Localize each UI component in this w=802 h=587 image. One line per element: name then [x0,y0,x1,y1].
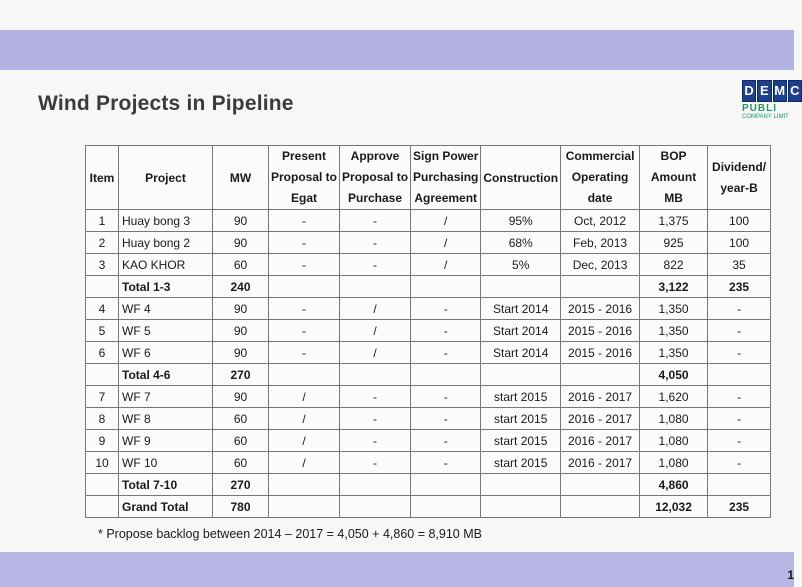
table-row [86,210,771,232]
logo-letter: C [788,80,802,102]
table-row [86,452,771,474]
cell-item [86,276,119,298]
cell-sign: - [411,298,481,320]
cell-sign: - [411,452,481,474]
table-header-row [86,146,771,210]
cell-project: Huay bong 3 [119,210,213,232]
cell-present [269,276,340,298]
cell-bop: 4,860 [640,474,708,496]
cell-construction [481,496,561,518]
cell-dividend: - [708,452,771,474]
cell-mw: 90 [213,210,269,232]
cell-present: - [269,342,340,364]
total-row [86,364,771,386]
cell-present: / [269,408,340,430]
logo-text-public: PUBLI [742,103,777,114]
cell-approve [340,496,411,518]
cell-project: KAO KHOR [119,254,213,276]
cell-cod: Feb, 2013 [561,232,640,254]
cell-construction: Start 2014 [481,342,561,364]
cell-cod: 2015 - 2016 [561,342,640,364]
cell-dividend: 235 [708,276,771,298]
cell-mw: 270 [213,364,269,386]
cell-cod: 2016 - 2017 [561,408,640,430]
cell-project: WF 7 [119,386,213,408]
cell-sign: - [411,408,481,430]
cell-approve: - [340,452,411,474]
cell-sign [411,364,481,386]
page-title: Wind Projects in Pipeline [38,92,294,115]
cell-construction: start 2015 [481,452,561,474]
cell-item: 5 [86,320,119,342]
cell-project: WF 6 [119,342,213,364]
total-row [86,496,771,518]
cell-sign: - [411,342,481,364]
cell-dividend: - [708,298,771,320]
cell-dividend: 100 [708,232,771,254]
cell-present: - [269,298,340,320]
header-dividend: Dividend/ year-B [708,146,771,210]
cell-approve: - [340,430,411,452]
cell-project: WF 10 [119,452,213,474]
cell-approve: / [340,320,411,342]
cell-cod: 2015 - 2016 [561,298,640,320]
cell-bop: 1,350 [640,298,708,320]
cell-dividend: - [708,430,771,452]
header-present-proposal: Present Proposal to Egat [269,146,340,210]
cell-present: / [269,430,340,452]
total-row [86,474,771,496]
cell-approve: - [340,408,411,430]
cell-dividend: - [708,342,771,364]
cell-project: Grand Total [119,496,213,518]
logo-text-company: COMPANY LIMIT [742,114,789,120]
cell-dividend: 235 [708,496,771,518]
cell-cod: 2015 - 2016 [561,320,640,342]
cell-approve: - [340,386,411,408]
table-row [86,430,771,452]
cell-item: 9 [86,430,119,452]
cell-dividend: - [708,320,771,342]
cell-item: 6 [86,342,119,364]
cell-present: / [269,386,340,408]
cell-item: 4 [86,298,119,320]
footnote: * Propose backlog between 2014 – 2017 = 4,050 + 4,860 = 8,910 MB [98,527,482,541]
cell-mw: 90 [213,386,269,408]
cell-mw: 90 [213,232,269,254]
cell-dividend: - [708,386,771,408]
cell-dividend [708,364,771,386]
cell-sign: - [411,386,481,408]
cell-project: WF 9 [119,430,213,452]
cell-approve [340,474,411,496]
cell-bop: 1,080 [640,408,708,430]
cell-mw: 240 [213,276,269,298]
cell-item: 1 [86,210,119,232]
cell-project: Huay bong 2 [119,232,213,254]
cell-construction: Start 2014 [481,298,561,320]
cell-present [269,474,340,496]
header-approve-proposal: Approve Proposal to Purchase [340,146,411,210]
cell-bop: 1,350 [640,320,708,342]
cell-sign: - [411,320,481,342]
cell-item [86,364,119,386]
cell-cod [561,496,640,518]
wind-projects-table [85,145,771,518]
cell-cod [561,364,640,386]
cell-present: - [269,254,340,276]
cell-approve: - [340,254,411,276]
cell-construction: start 2015 [481,386,561,408]
cell-bop: 1,620 [640,386,708,408]
cell-bop: 822 [640,254,708,276]
cell-mw: 90 [213,342,269,364]
cell-construction: 95% [481,210,561,232]
cell-cod: 2016 - 2017 [561,386,640,408]
company-logo [742,80,802,120]
cell-construction: start 2015 [481,408,561,430]
cell-bop: 1,080 [640,430,708,452]
header-commercial-date: Commercial Operating date [561,146,640,210]
cell-bop: 1,375 [640,210,708,232]
cell-present [269,496,340,518]
cell-approve [340,276,411,298]
table-row [86,254,771,276]
cell-construction: 5% [481,254,561,276]
table-row [86,298,771,320]
cell-construction: 68% [481,232,561,254]
cell-project: Total 1-3 [119,276,213,298]
cell-dividend [708,474,771,496]
cell-sign: - [411,430,481,452]
cell-dividend: 35 [708,254,771,276]
header-project: Project [119,146,213,210]
cell-construction [481,276,561,298]
cell-cod: Oct, 2012 [561,210,640,232]
cell-cod [561,276,640,298]
cell-item: 10 [86,452,119,474]
cell-item: 7 [86,386,119,408]
cell-dividend: - [708,408,771,430]
table-row [86,408,771,430]
cell-approve: - [340,210,411,232]
total-row [86,276,771,298]
cell-mw: 270 [213,474,269,496]
cell-bop: 1,080 [640,452,708,474]
cell-item: 8 [86,408,119,430]
cell-construction [481,474,561,496]
cell-item [86,496,119,518]
header-item: Item [86,146,119,210]
table-row [86,320,771,342]
cell-present: - [269,232,340,254]
cell-bop: 1,350 [640,342,708,364]
cell-cod [561,474,640,496]
cell-cod: 2016 - 2017 [561,430,640,452]
cell-project: WF 4 [119,298,213,320]
cell-mw: 60 [213,430,269,452]
page-number: 1 [787,568,794,582]
cell-sign [411,276,481,298]
cell-approve: - [340,232,411,254]
header-sign-ppa: Sign Power Purchasing Agreement [411,146,481,210]
cell-project: WF 5 [119,320,213,342]
cell-mw: 90 [213,298,269,320]
cell-item [86,474,119,496]
cell-bop: 4,050 [640,364,708,386]
cell-project: Total 7-10 [119,474,213,496]
cell-cod: Dec, 2013 [561,254,640,276]
cell-sign: / [411,232,481,254]
cell-dividend: 100 [708,210,771,232]
cell-construction [481,364,561,386]
cell-approve: / [340,342,411,364]
cell-construction: start 2015 [481,430,561,452]
logo-letter: M [773,80,787,102]
cell-item: 3 [86,254,119,276]
cell-sign: / [411,210,481,232]
cell-construction: Start 2014 [481,320,561,342]
cell-mw: 90 [213,320,269,342]
cell-sign [411,474,481,496]
cell-present: - [269,210,340,232]
cell-sign [411,496,481,518]
cell-bop: 925 [640,232,708,254]
header-band [0,30,794,70]
cell-mw: 60 [213,408,269,430]
cell-present: - [269,320,340,342]
header-construction: Construction [481,146,561,210]
cell-sign: / [411,254,481,276]
header-bop-amount: BOP Amount MB [640,146,708,210]
table-row [86,342,771,364]
table-row [86,232,771,254]
table-row [86,386,771,408]
cell-approve [340,364,411,386]
cell-project: WF 8 [119,408,213,430]
cell-item: 2 [86,232,119,254]
logo-letter: E [757,80,771,102]
cell-approve: / [340,298,411,320]
cell-bop: 3,122 [640,276,708,298]
cell-mw: 60 [213,452,269,474]
logo-letter: D [742,80,756,102]
cell-bop: 12,032 [640,496,708,518]
cell-mw: 780 [213,496,269,518]
footer-band [0,552,794,587]
cell-present [269,364,340,386]
cell-mw: 60 [213,254,269,276]
header-mw: MW [213,146,269,210]
cell-cod: 2016 - 2017 [561,452,640,474]
cell-project: Total 4-6 [119,364,213,386]
cell-present: / [269,452,340,474]
